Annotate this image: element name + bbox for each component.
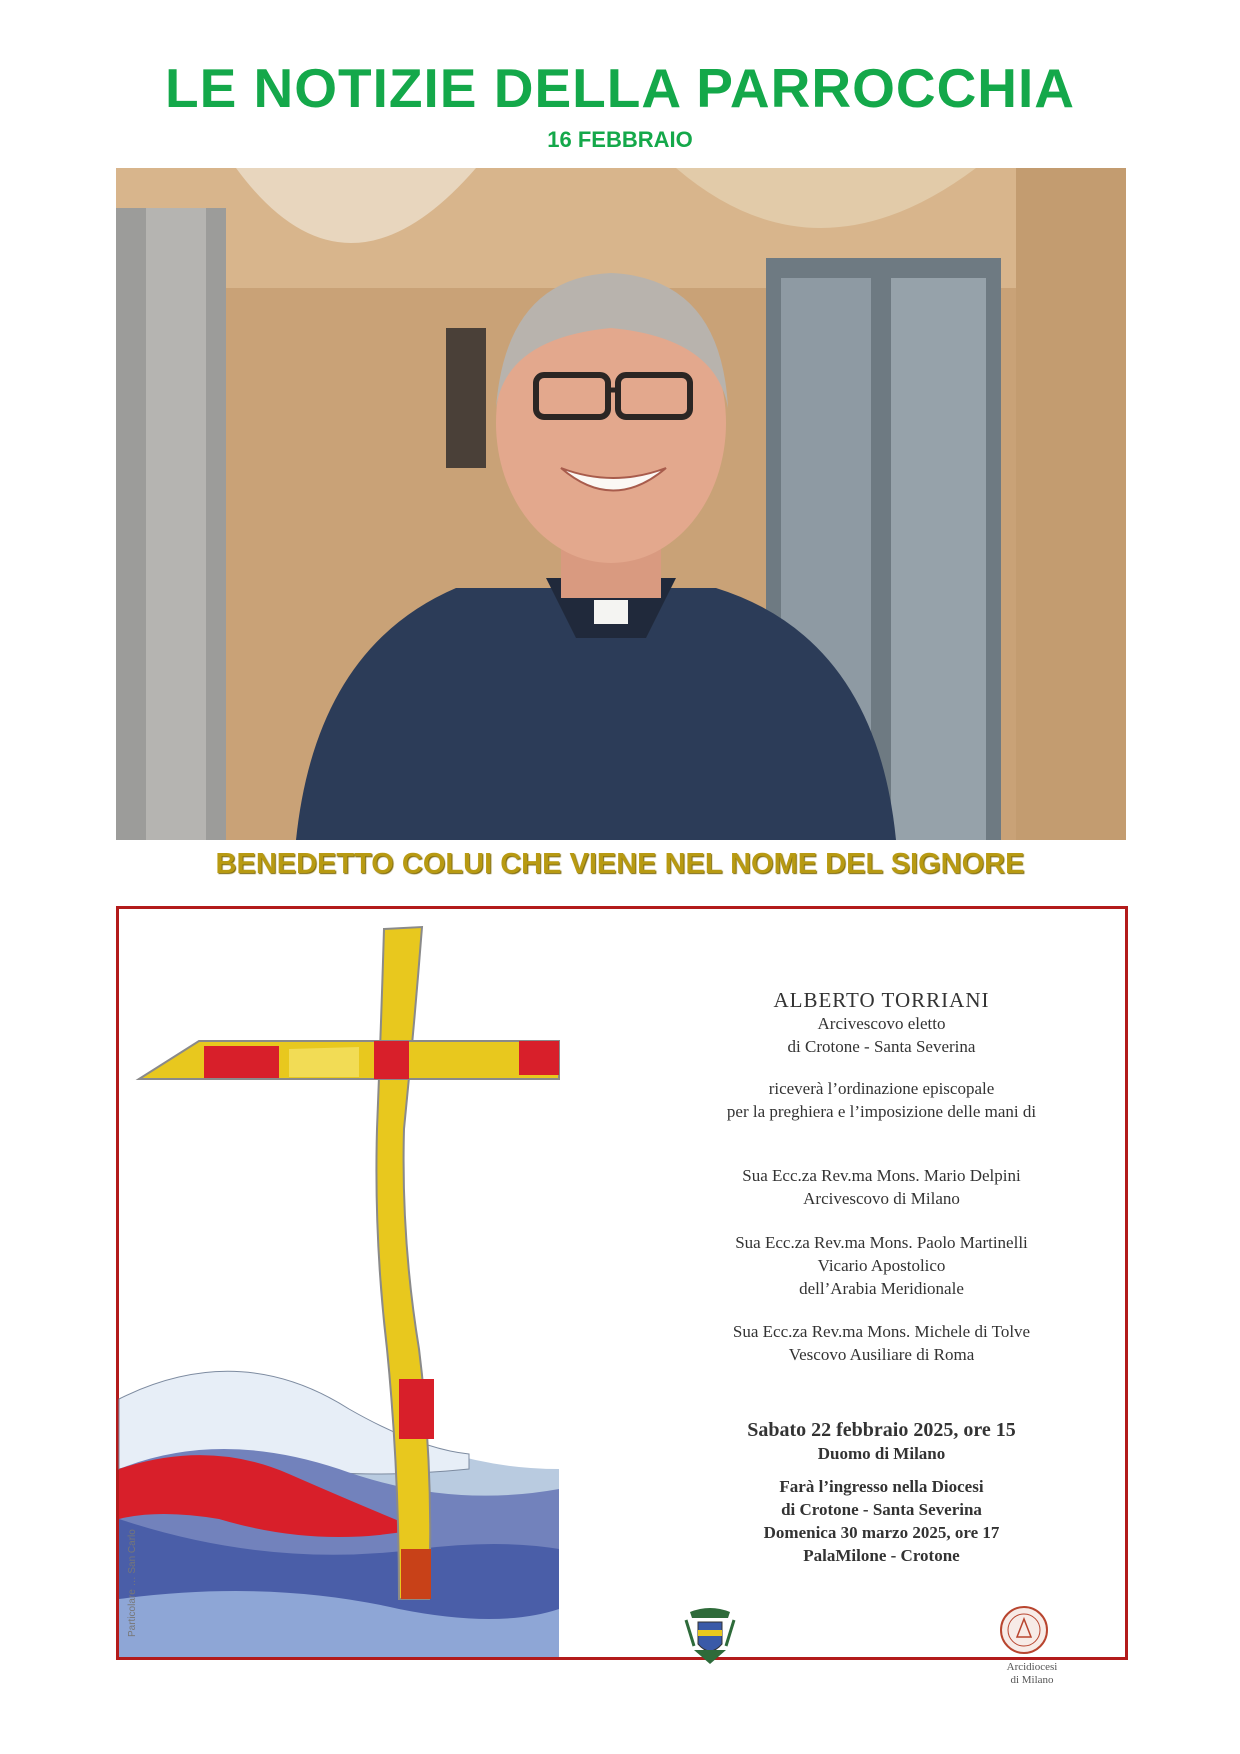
priest-photo [116,168,1126,840]
intro-line: riceverà l’ordinazione episcopale [768,1079,995,1098]
bishop-title: Arcivescovo di Milano [803,1189,960,1208]
seal-label [987,1661,1077,1687]
bishop-name: Sua Ecc.za Rev.ma Mons. Michele di Tolve [732,1322,1031,1341]
archdiocese-seal-icon [999,1605,1049,1655]
intro-line: per la preghiera e l’imposizione delle mani di [726,1102,1037,1121]
side-caption: Particolare … San Carlo [127,1529,138,1637]
event-date: Sabato 22 febbraio 2025, ore 15 [747,1419,1016,1441]
entry-line: Farà l’ingresso nella Diocesi [779,1477,984,1496]
bishop-title: dell’Arabia Meridionale [799,1279,964,1298]
coat-of-arms-icon [684,1606,736,1668]
ordinand-role: Arcivescovo eletto [817,1014,946,1033]
seal-line: Arcidiocesi [1006,1661,1058,1673]
bishop-title: Vescovo Ausiliare di Roma [788,1345,975,1364]
motto: BENEDETTO COLUI CHE VIENE NEL NOME DEL SIGNORE [215,848,1025,880]
ordinand-name: ALBERTO TORRIANI [773,988,990,1012]
page-title: LE NOTIZIE DELLA PARROCCHIA [164,57,1076,119]
bishop-title: Vicario Apostolico [817,1256,946,1275]
bishop-name: Sua Ecc.za Rev.ma Mons. Mario Delpini [742,1166,1021,1185]
ordinand-diocese: di Crotone - Santa Severina [787,1037,976,1056]
issue-date: 16 FEBBRAIO [547,127,693,152]
entry-line: Domenica 30 marzo 2025, ore 17 [763,1523,1000,1542]
entry-line: PalaMilone - Crotone [803,1546,960,1565]
seal-line: di Milano [1010,1674,1054,1686]
event-place: Duomo di Milano [817,1444,946,1463]
bishop-name: Sua Ecc.za Rev.ma Mons. Paolo Martinelli [735,1233,1028,1252]
stained-glass-cross [119,909,659,1657]
invitation-card [116,906,1128,1686]
entry-line: di Crotone - Santa Severina [781,1500,982,1519]
